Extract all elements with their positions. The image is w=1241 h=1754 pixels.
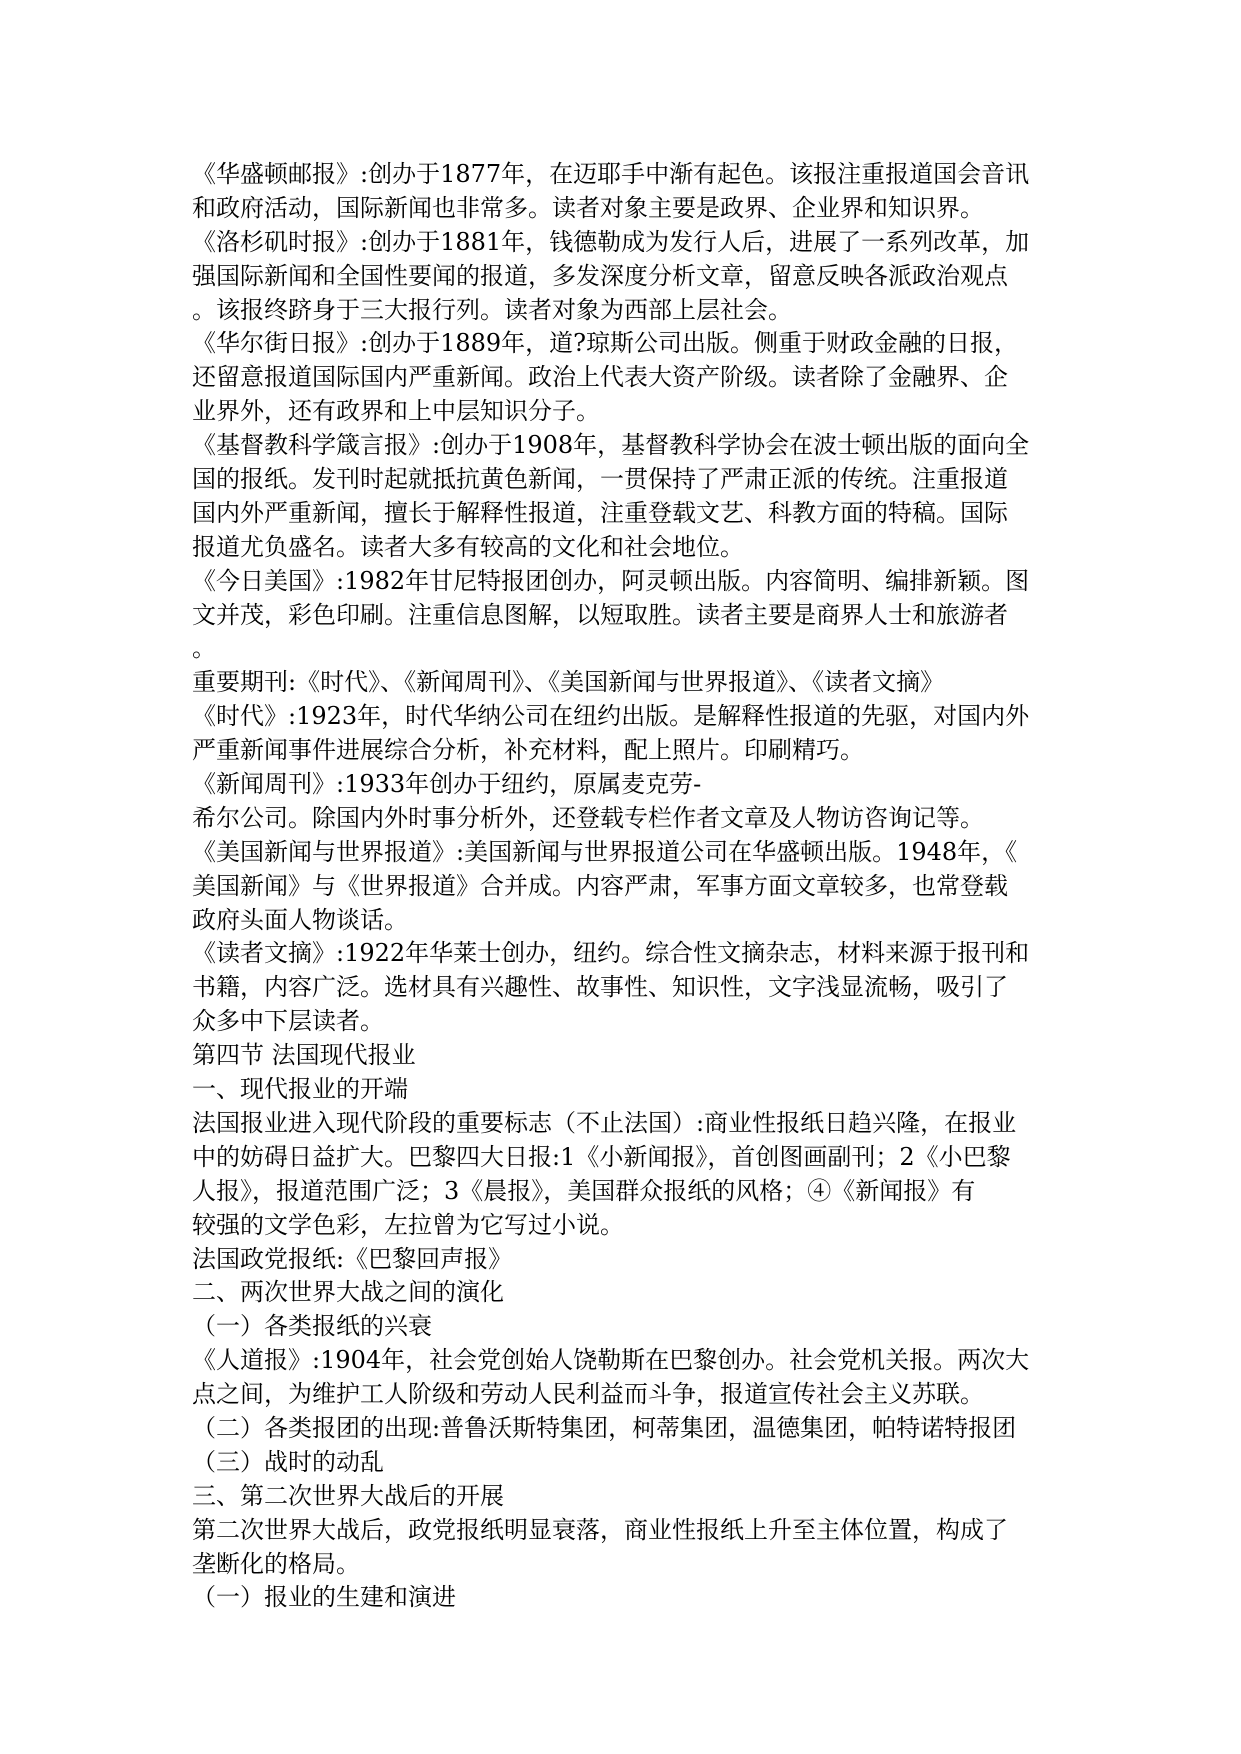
text-line: （二）各类报团的出现:普鲁沃斯特集团，柯蒂集团，温德集团，帕特诺特报团 (192, 1413, 1017, 1442)
text-line: 和政府活动，国际新闻也非常多。读者对象主要是政界、企业界和知识界。 (192, 193, 984, 222)
text-line: 法国报业进入现代阶段的重要标志（不止法国）:商业性报纸日趋兴隆，在报业 (192, 1108, 1017, 1137)
text-line: 第二次世界大战后，政党报纸明显衰落，商业性报纸上升至主体位置，构成了 (192, 1515, 1008, 1544)
text-line: 严重新闻事件进展综合分析，补充材料，配上照片。印刷精巧。 (192, 736, 864, 765)
text-line: 较强的文学色彩，左拉曾为它写过小说。 (192, 1210, 624, 1239)
text-line: 业界外，还有政界和上中层知识分子。 (192, 397, 600, 426)
text-line: 《洛杉矶时报》:创办于1881年，钱德勒成为发行人后，进展了一系列改革，加 (192, 227, 1030, 256)
text-line: 《华盛顿邮报》:创办于1877年，在迈耶手中渐有起色。该报注重报道国会音讯 (192, 160, 1030, 188)
text-line: 人报》，报道范围广泛；3《晨报》，美国群众报纸的风格；④《新闻报》有 (192, 1176, 976, 1205)
text-line: 《基督教科学箴言报》:创办于1908年，基督教科学协会在波士顿出版的面向全 (192, 431, 1030, 460)
text-line: 众多中下层读者。 (192, 1007, 384, 1036)
text-line: 点之间，为维护工人阶级和劳动人民利益而斗争，报道宣传社会主义苏联。 (192, 1380, 984, 1409)
text-line: 《时代》:1923年，时代华纳公司在纽约出版。是解释性报道的先驱，对国内外 (192, 702, 1030, 731)
text-line: （一）各类报纸的兴衰 (192, 1312, 432, 1341)
text-line: 《人道报》:1904年，社会党创始人饶勒斯在巴黎创办。社会党机关报。两次大 (192, 1346, 1030, 1375)
document-page (192, 158, 1052, 1615)
text-line: 报道尤负盛名。读者大多有较高的文化和社会地位。 (192, 532, 744, 561)
text-line: 。 (192, 634, 216, 663)
text-line: 《美国新闻与世界报道》:美国新闻与世界报道公司在华盛顿出版。1948年，《 (192, 837, 1018, 866)
text-line: 。该报终跻身于三大报行列。读者对象为西部上层社会。 (192, 295, 792, 324)
text-line: 强国际新闻和全国性要闻的报道，多发深度分析文章，留意反映各派政治观点 (192, 261, 1008, 290)
text-line: 还留意报道国际国内严重新闻。政治上代表大资产阶级。读者除了金融界、企 (192, 363, 1008, 392)
text-line: 重要期刊:《时代》、《新闻周刊》、《美国新闻与世界报道》、《读者文摘》 (192, 668, 945, 697)
text-line: 书籍，内容广泛。选材具有兴趣性、故事性、知识性，文字浅显流畅，吸引了 (192, 973, 1008, 1002)
text-line: 垄断化的格局。 (192, 1549, 360, 1578)
text-line: 《读者文摘》:1922年华莱士创办，纽约。综合性文摘杂志，材料来源于报刊和 (192, 939, 1030, 968)
text-line: 《今日美国》:1982年甘尼特报团创办，阿灵顿出版。内容简明、编排新颖。图 (192, 566, 1030, 595)
text-line: 希尔公司。除国内外时事分析外，还登载专栏作者文章及人物访咨询记等。 (192, 803, 984, 832)
text-line: 国内外严重新闻，擅长于解释性报道，注重登载文艺、科教方面的特稿。国际 (192, 498, 1008, 527)
text-line: （三）战时的动乱 (192, 1447, 384, 1476)
text-line: （一）报业的生建和演进 (192, 1583, 456, 1612)
text-line: 国的报纸。发刊时起就抵抗黄色新闻，一贯保持了严肃正派的传统。注重报道 (192, 465, 1008, 494)
text-line: 二、两次世界大战之间的演化 (192, 1278, 504, 1307)
text-line: 《华尔街日报》:创办于1889年，道?琼斯公司出版。侧重于财政金融的日报， (192, 329, 1019, 358)
text-line: 第四节 法国现代报业 (192, 1041, 416, 1070)
text-line: 一、现代报业的开端 (192, 1075, 408, 1104)
text-line: 中的妨碍日益扩大。巴黎四大日报:1《小新闻报》，首创图画副刊；2《小巴黎 (192, 1142, 1011, 1171)
text-line: 《新闻周刊》:1933年创办于纽约，原属麦克劳- (192, 770, 702, 799)
text-line: 美国新闻》与《世界报道》合并成。内容严肃，军事方面文章较多，也常登载 (192, 871, 1008, 900)
text-line: 文并茂，彩色印刷。注重信息图解，以短取胜。读者主要是商界人士和旅游者 (192, 600, 1008, 629)
text-line: 政府头面人物谈话。 (192, 905, 408, 934)
text-line: 三、第二次世界大战后的开展 (192, 1481, 504, 1510)
text-line: 法国政党报纸:《巴黎回声报》 (192, 1244, 513, 1273)
